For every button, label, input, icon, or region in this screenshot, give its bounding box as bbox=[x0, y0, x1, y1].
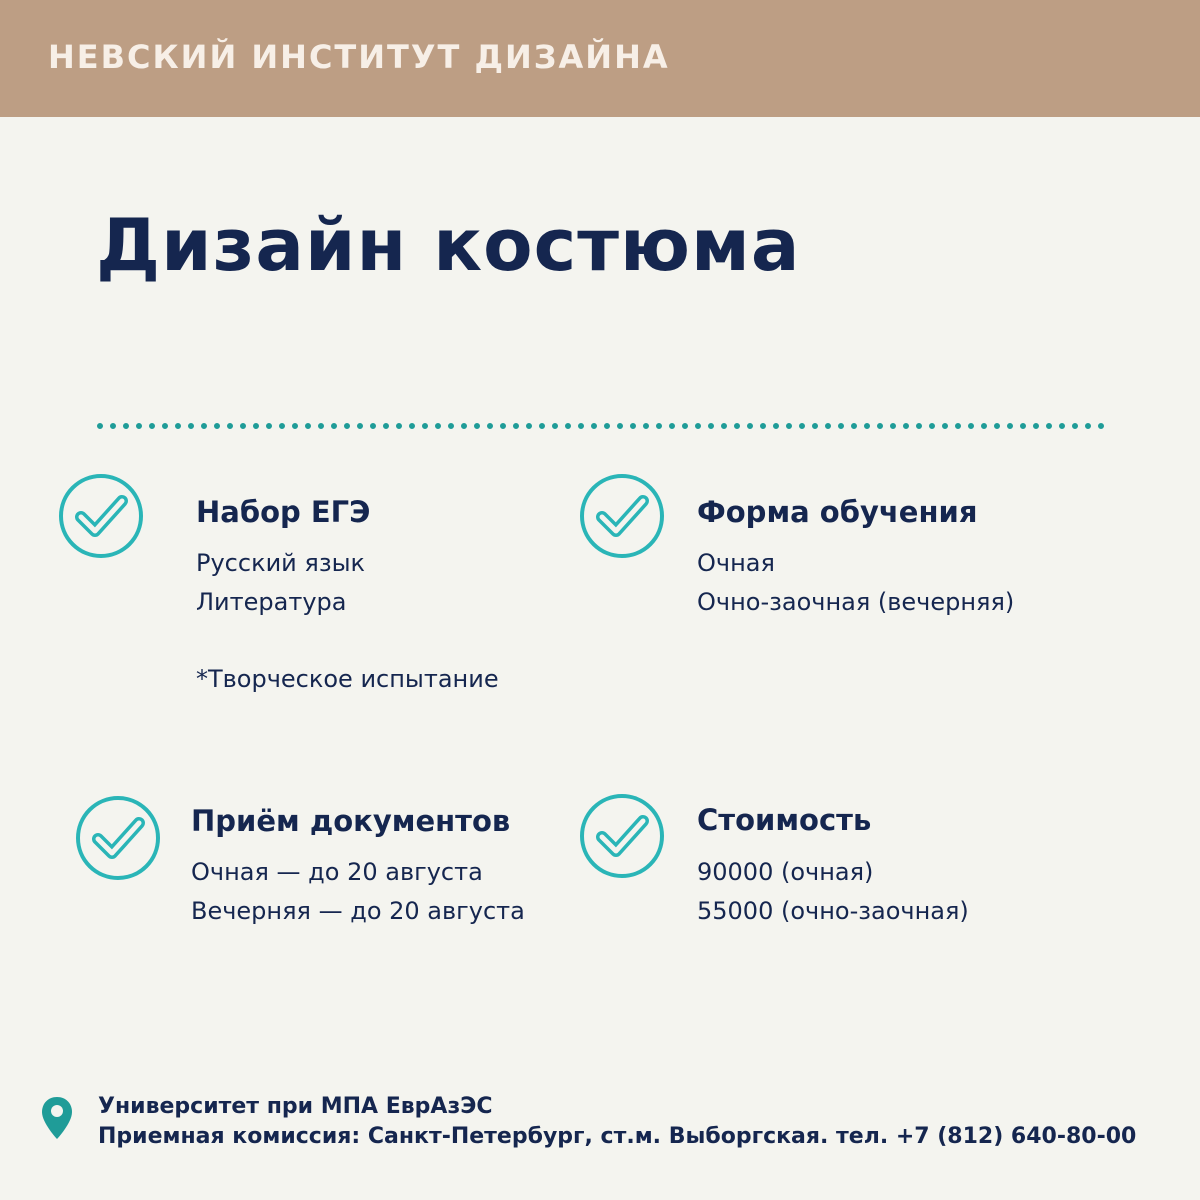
section-line: Русский язык bbox=[196, 549, 366, 577]
header-title: НЕВСКИЙ ИНСТИТУТ ДИЗАЙНА bbox=[48, 38, 670, 76]
footer-contacts: Приемная комиссия: Санкт-Петербург, ст.м. Выборгская. тел. +7 (812) 640-80-00 bbox=[98, 1124, 1137, 1149]
section-line: 90000 (очная) bbox=[697, 858, 874, 886]
section-line: Вечерняя — до 20 августа bbox=[191, 897, 525, 925]
check-circle-icon bbox=[577, 791, 667, 881]
section-line: Очная bbox=[697, 549, 775, 577]
check-circle-icon bbox=[577, 471, 667, 561]
page-title: Дизайн костюма bbox=[96, 203, 801, 287]
section-heading-study-form: Форма обучения bbox=[697, 495, 978, 529]
section-line: Очная — до 20 августа bbox=[191, 858, 483, 886]
check-circle-icon bbox=[56, 471, 146, 561]
header-bar bbox=[0, 0, 1200, 117]
dotted-divider bbox=[96, 420, 1108, 432]
location-pin-icon bbox=[40, 1095, 74, 1141]
section-heading-exams: Набор ЕГЭ bbox=[196, 495, 371, 529]
footer-university: Университет при МПА ЕврАзЭС bbox=[98, 1094, 493, 1119]
section-line: 55000 (очно-заочная) bbox=[697, 897, 969, 925]
section-heading-cost: Стоимость bbox=[697, 803, 872, 837]
section-line: *Творческое испытание bbox=[196, 665, 499, 693]
section-line: Литература bbox=[196, 588, 347, 616]
section-line: Очно-заочная (вечерняя) bbox=[697, 588, 1015, 616]
check-circle-icon bbox=[73, 793, 163, 883]
section-heading-documents: Приём документов bbox=[191, 804, 511, 838]
